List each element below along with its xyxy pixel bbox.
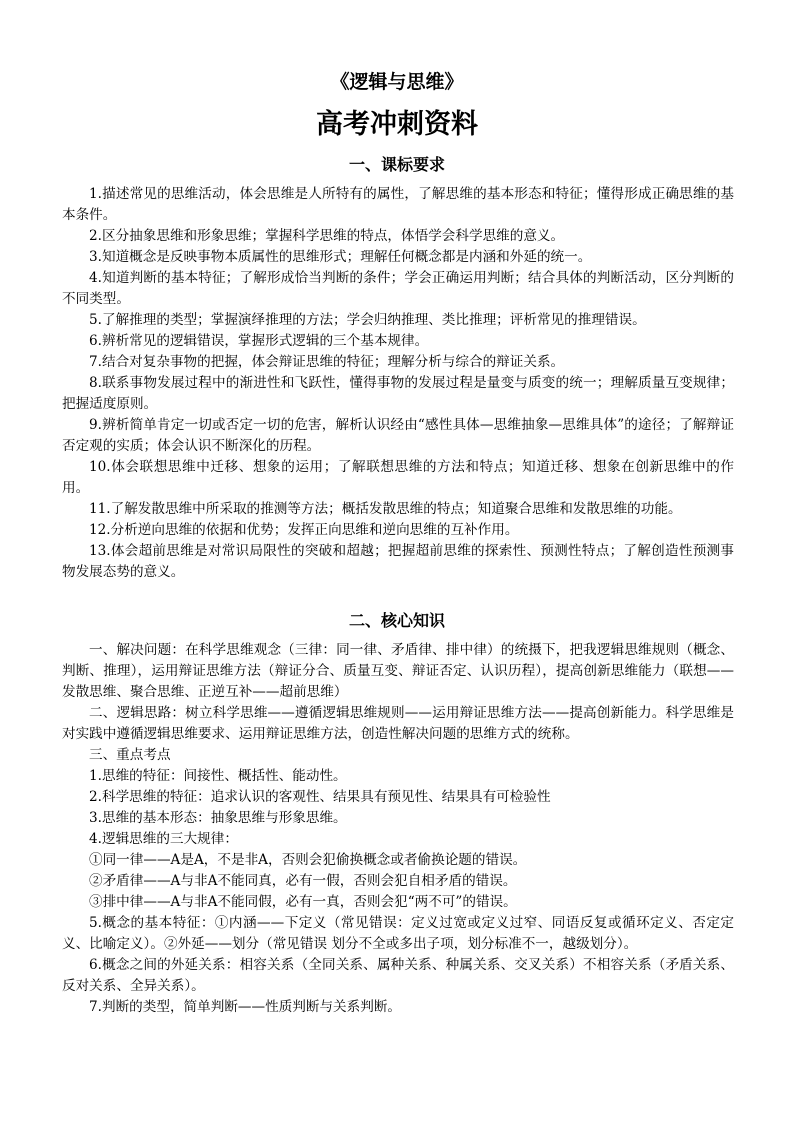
curriculum-item: 1.描述常见的思维活动，体会思维是人所特有的属性，了解思维的基本形态和特征；懂得形成正确思维的基本条件。 — [62, 186, 734, 223]
knowledge-paragraph: 3.思维的基本形态：抽象思维与形象思维。 — [89, 810, 347, 826]
curriculum-item: 13.体会超前思维是对常识局限性的突破和超越；把握超前思维的探索性、预测性特点；了解创造性预测事物发展态势的意义。 — [62, 543, 734, 580]
knowledge-paragraph: 6.概念之间的外延关系：相容关系（全同关系、属种关系、种属关系、交叉关系）不相容关系（矛盾关系、反对关系、全异关系）。 — [62, 957, 734, 994]
curriculum-item: 10.体会联想思维中迁移、想象的运用；了解联想思维的方法和特点；知道迁移、想象在创新思维中的作用。 — [62, 459, 734, 496]
knowledge-paragraph: 一、解决问题：在科学思维观念（三律：同一律、矛盾律、排中律）的统摄下，把我逻辑思维规则（概念、判断、推理），运用辩证思维方法（辩证分合、质量互变、辩证否定、认识历程），提高创新思维能力（联想——发散思维、聚合思维、正逆互补——超前思维） — [62, 642, 734, 700]
curriculum-item: 4.知道判断的基本特征；了解形成恰当判断的条件；学会正确运用判断；结合具体的判断活动，区分判断的不同类型。 — [62, 270, 734, 307]
curriculum-item: 7.结合对复杂事物的把握，体会辩证思维的特征；理解分析与综合的辩证关系。 — [89, 354, 565, 370]
knowledge-paragraph: 三、重点考点 — [89, 747, 171, 763]
curriculum-item: 11.了解发散思维中所采取的推测等方法；概括发散思维的特点；知道聚合思维和发散思维的功能。 — [89, 501, 682, 517]
curriculum-item: 5.了解推理的类型；掌握演绎推理的方法；学会归纳推理、类比推理；评析常见的推理错误。 — [89, 312, 646, 328]
section-heading-core-knowledge: 二、核心知识 — [348, 611, 445, 630]
core-knowledge-list — [62, 640, 734, 1018]
curriculum-list — [62, 184, 734, 583]
section-heading-curriculum: 一、课标要求 — [348, 155, 445, 174]
curriculum-item: 12.分析逆向思维的依据和优势；发挥正向思维和逆向思维的互补作用。 — [89, 522, 519, 538]
knowledge-paragraph: 7.判断的类型，简单判断——性质判断与关系判断。 — [89, 999, 402, 1015]
knowledge-paragraph: 1.思维的特征：间接性、概括性、能动性。 — [89, 768, 347, 784]
curriculum-item: 2.区分抽象思维和形象思维；掌握科学思维的特点，体悟学会科学思维的意义。 — [89, 228, 565, 244]
knowledge-paragraph: ②矛盾律——A与非A不能同真，必有一假，否则会犯自相矛盾的错误。 — [89, 873, 517, 889]
curriculum-item: 3.知道概念是反映事物本质属性的思维形式；理解任何概念都是内涵和外延的统一。 — [89, 249, 592, 265]
book-title: 《逻辑与思维》 — [330, 71, 464, 93]
curriculum-item: 9.辨析简单肯定一切或否定一切的危害，解析认识经由“感性具体—思维抽象—思维具体”的途径；了解辩证否定观的实质；体会认识不断深化的历程。 — [62, 417, 734, 454]
knowledge-paragraph: 2.科学思维的特征：追求认识的客观性、结果具有预见性、结果具有可检验性 — [89, 789, 551, 805]
knowledge-paragraph: ①同一律——A是A，不是非A，否则会犯偷换概念或者偷换论题的错误。 — [89, 852, 527, 868]
knowledge-paragraph: 5.概念的基本特征：①内涵——下定义（常见错误：定义过宽或定义过窄、同语反复或循环定义、否定定义、比喻定义）。②外延——划分（常见错误 划分不全或多出子项，划分标准不一，越级划分）。 — [62, 915, 734, 952]
curriculum-item: 8.联系事物发展过程中的渐进性和飞跃性，懂得事物的发展过程是量变与质变的统一；理解质量互变规律；把握适度原则。 — [62, 375, 734, 412]
knowledge-paragraph: ③排中律——A与非A不能同假，必有一真，否则会犯“两不可”的错误。 — [89, 894, 517, 910]
main-title: 高考冲刺资料 — [316, 109, 478, 140]
knowledge-paragraph: 二、逻辑思路：树立科学思维——遵循逻辑思维规则——运用辩证思维方法——提高创新能力。科学思维是对实践中遵循逻辑思维要求、运用辩证思维方法，创造性解决问题的思维方式的统称。 — [62, 705, 734, 742]
curriculum-item: 6.辨析常见的逻辑错误，掌握形式逻辑的三个基本规律。 — [89, 333, 429, 349]
knowledge-paragraph: 4.逻辑思维的三大规律： — [89, 831, 238, 847]
